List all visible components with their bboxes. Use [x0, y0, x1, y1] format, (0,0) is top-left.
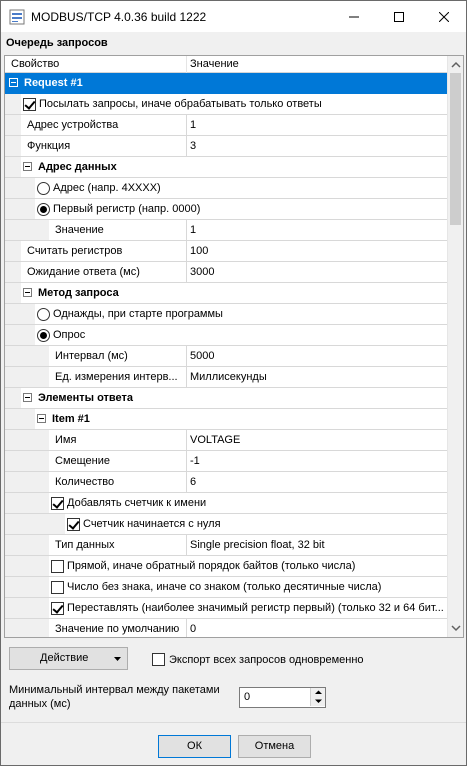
cancel-button[interactable]	[238, 735, 311, 758]
row-label: Число без знака, иначе со знаком (только десятичные числа)	[67, 581, 382, 593]
row-label: Адрес данных	[38, 161, 117, 173]
min-interval-spinner[interactable]	[239, 687, 326, 708]
row-label: Item #1	[52, 413, 90, 425]
row-label: Значение	[55, 224, 104, 236]
row-value[interactable]: 3	[190, 140, 197, 152]
collapse-icon[interactable]	[23, 393, 32, 402]
row-value[interactable]: 3000	[190, 266, 215, 278]
footer-divider	[1, 722, 466, 723]
export-all-label: Экспорт всех запросов одновременно	[169, 654, 364, 666]
row-checkbox[interactable]	[51, 497, 64, 510]
row-label: Ожидание ответа (мс)	[27, 266, 140, 278]
grid-category-row[interactable]	[5, 283, 448, 304]
scroll-down-icon[interactable]	[451, 623, 461, 633]
row-checkbox[interactable]	[23, 98, 36, 111]
row-label: Прямой, иначе обратный порядок байтов (только числа)	[67, 560, 356, 572]
grid-property-row[interactable]	[5, 367, 448, 388]
spin-down-button[interactable]	[310, 697, 325, 706]
section-title: Очередь запросов	[6, 37, 108, 49]
row-label: Опрос	[53, 329, 86, 341]
grid-category-row[interactable]	[5, 157, 448, 178]
row-label: Request #1	[24, 77, 83, 89]
ok-button[interactable]	[158, 735, 231, 758]
row-label: Однажды, при старте программы	[53, 308, 223, 320]
maximize-button[interactable]	[376, 1, 421, 32]
minimize-icon	[349, 12, 359, 22]
maximize-icon	[394, 12, 404, 22]
grid-property-row[interactable]	[5, 619, 448, 638]
app-icon	[9, 9, 25, 25]
grid-property-row[interactable]	[5, 199, 448, 220]
row-radio[interactable]	[37, 182, 50, 195]
collapse-icon[interactable]	[23, 162, 32, 171]
grid-property-row[interactable]	[5, 556, 448, 577]
row-label: Смещение	[55, 455, 111, 467]
collapse-icon[interactable]	[37, 414, 46, 423]
grid-property-row[interactable]	[5, 535, 448, 556]
export-all-checkbox[interactable]	[152, 653, 165, 666]
column-header-value[interactable]: Значение	[190, 58, 239, 70]
spin-up-button[interactable]	[310, 688, 325, 697]
grid-property-row[interactable]	[5, 598, 448, 619]
grid-category-row[interactable]	[5, 388, 448, 409]
grid-category-row[interactable]	[5, 73, 448, 94]
grid-property-row[interactable]	[5, 514, 448, 535]
grid-property-row[interactable]	[5, 262, 448, 283]
row-label: Добавлять счетчик к имени	[67, 497, 207, 509]
row-label: Имя	[55, 434, 77, 446]
grid-property-row[interactable]	[5, 493, 448, 514]
close-icon	[439, 12, 449, 22]
row-value[interactable]: 100	[190, 245, 209, 257]
min-interval-label-line2: данных (мс)	[9, 698, 71, 710]
grid-header	[5, 56, 448, 73]
row-radio[interactable]	[37, 329, 50, 342]
grid-property-row[interactable]	[5, 451, 448, 472]
row-checkbox[interactable]	[51, 560, 64, 573]
spin-up-icon	[311, 688, 326, 697]
row-radio[interactable]	[37, 203, 50, 216]
row-value[interactable]: -1	[190, 455, 200, 467]
row-value[interactable]: 6	[190, 476, 197, 488]
grid-property-row[interactable]	[5, 136, 448, 157]
grid-property-row[interactable]	[5, 220, 448, 241]
grid-property-row[interactable]	[5, 430, 448, 451]
row-checkbox[interactable]	[67, 518, 80, 531]
row-label: Счетчик начинается с нуля	[83, 518, 221, 530]
row-label: Значение по умолчанию	[55, 623, 180, 635]
row-checkbox[interactable]	[51, 581, 64, 594]
row-label: Элементы ответа	[38, 392, 134, 404]
row-value[interactable]: 1	[190, 119, 197, 131]
row-label: Интервал (мс)	[55, 350, 128, 362]
scroll-up-icon[interactable]	[451, 60, 461, 70]
row-value[interactable]: 1	[190, 224, 197, 236]
grid-property-row[interactable]	[5, 304, 448, 325]
row-label: Ед. измерения интерв...	[55, 371, 178, 383]
window-title: MODBUS/TCP 4.0.36 build 1222	[31, 10, 207, 24]
row-label: Метод запроса	[38, 287, 119, 299]
cancel-button-label: Отмена	[254, 740, 295, 752]
grid-property-row[interactable]	[5, 346, 448, 367]
min-interval-label-line1: Минимальный интервал между пакетами	[9, 684, 220, 696]
row-label: Переставлять (наиболее значимый регистр первый) (только 32 и 64 бит...	[67, 602, 444, 614]
close-button[interactable]	[421, 1, 466, 32]
row-label: Считать регистров	[27, 245, 123, 257]
action-button[interactable]	[9, 647, 128, 670]
row-value[interactable]: VOLTAGE	[190, 434, 241, 446]
row-label: Функция	[27, 140, 71, 152]
row-label: Тип данных	[55, 539, 115, 551]
row-label: Первый регистр (напр. 0000)	[53, 203, 201, 215]
grid-property-row[interactable]	[5, 241, 448, 262]
grid-property-row[interactable]	[5, 472, 448, 493]
grid-category-row[interactable]	[5, 409, 448, 430]
row-value[interactable]: 5000	[190, 350, 215, 362]
row-label: Посылать запросы, иначе обрабатывать только ответы	[39, 98, 322, 110]
grid-property-row[interactable]	[5, 325, 448, 346]
vertical-scrollbar[interactable]	[447, 56, 463, 637]
row-value[interactable]: Single precision float, 32 bit	[190, 539, 325, 551]
row-label: Адрес (напр. 4XXXX)	[53, 182, 161, 194]
grid-property-row[interactable]	[5, 178, 448, 199]
ok-button-label: ОК	[187, 740, 202, 752]
minimize-button[interactable]	[331, 1, 376, 32]
title-bar	[1, 1, 466, 32]
min-interval-value[interactable]: 0	[244, 691, 251, 703]
row-value[interactable]: 0	[190, 623, 197, 635]
grid-property-row[interactable]	[5, 94, 448, 115]
row-label: Адрес устройства	[27, 119, 119, 131]
row-checkbox[interactable]	[51, 602, 64, 615]
row-radio[interactable]	[37, 308, 50, 321]
action-button-label: Действие	[40, 652, 89, 664]
grid-property-row[interactable]	[5, 115, 448, 136]
collapse-icon[interactable]	[9, 78, 18, 87]
spin-down-icon	[311, 697, 326, 706]
row-value[interactable]: Миллисекунды	[190, 371, 267, 383]
grid-property-row[interactable]	[5, 577, 448, 598]
property-grid[interactable]	[4, 55, 464, 638]
scrollbar-thumb[interactable]	[450, 73, 461, 225]
dropdown-arrow-icon	[114, 657, 121, 662]
collapse-icon[interactable]	[23, 288, 32, 297]
row-label: Количество	[55, 476, 115, 488]
column-header-property[interactable]: Свойство	[11, 58, 60, 70]
